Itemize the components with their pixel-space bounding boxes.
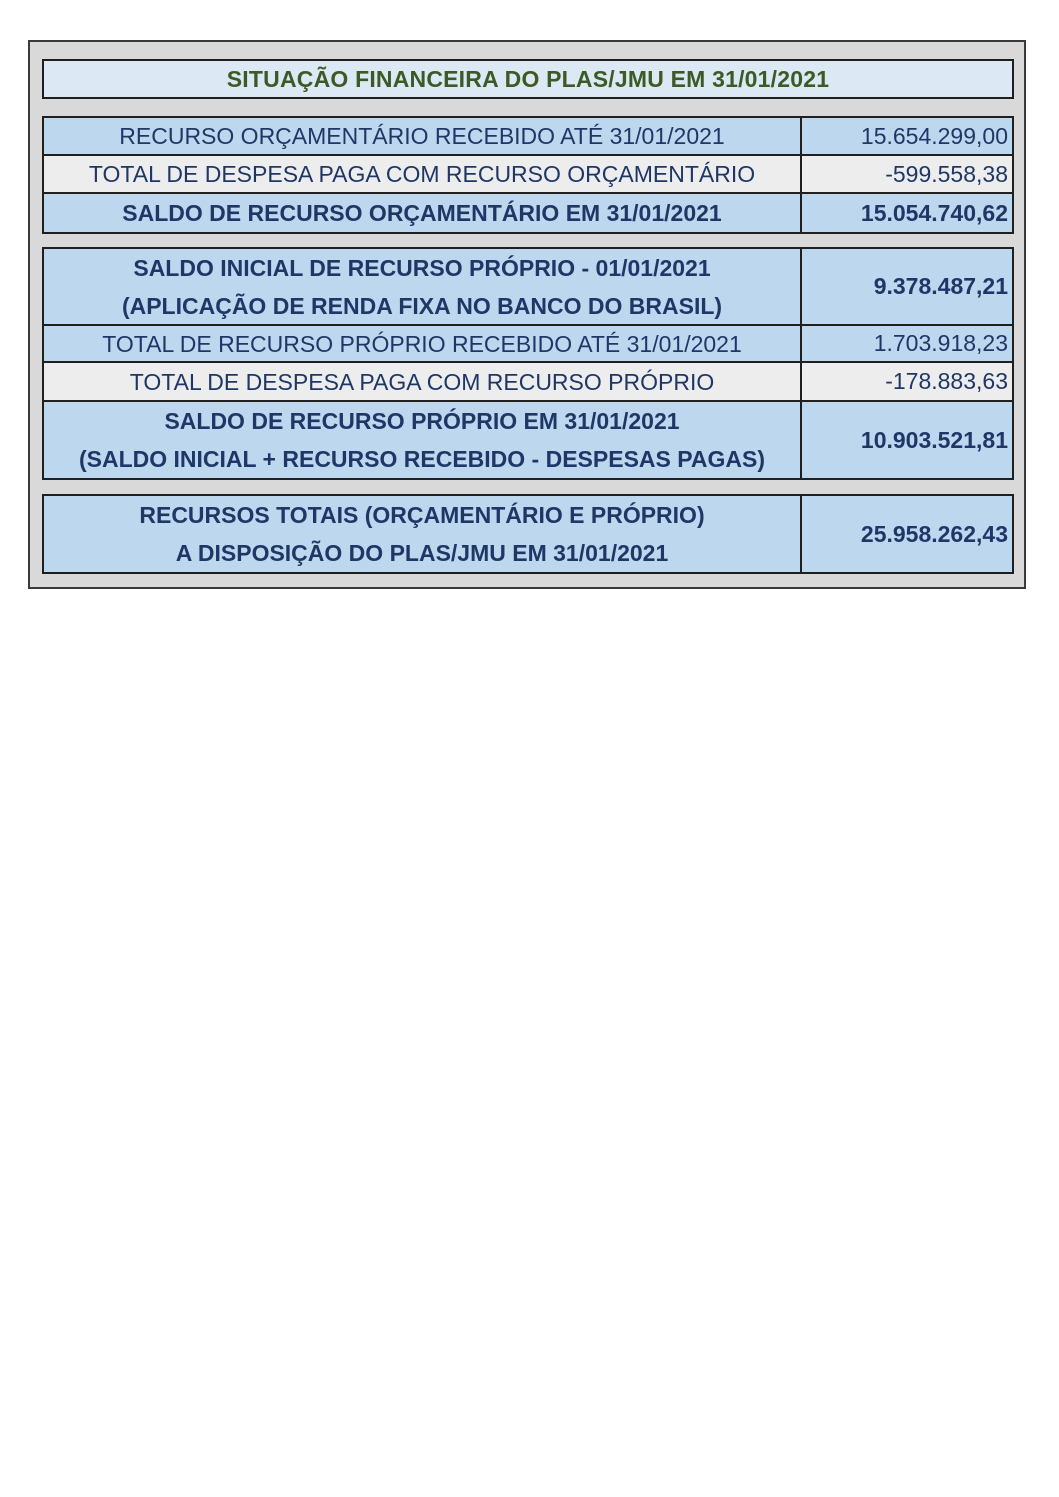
own-initial-balance-line2: (APLICAÇÃO DE RENDA FIXA NO BANCO DO BRASIL)	[121, 292, 723, 319]
own-balance-value: 10.903.521,81	[860, 426, 1008, 453]
table-row	[44, 249, 1012, 326]
own-initial-balance-value: 9.378.487,21	[873, 273, 1008, 299]
table-row	[44, 118, 1012, 156]
table-row	[44, 326, 1012, 363]
financial-summary-frame	[28, 40, 1026, 589]
total-resources-value: 25.958.262,43	[860, 520, 1008, 547]
budget-balance-label: SALDO DE RECURSO ORÇAMENTÁRIO EM 31/01/2021	[44, 194, 802, 232]
table-row	[44, 156, 1012, 194]
total-resources-table	[42, 494, 1014, 574]
budget-expense-label: TOTAL DE DESPESA PAGA COM RECURSO ORÇAMENTÁRIO	[44, 156, 802, 192]
budget-received-label: RECURSO ORÇAMENTÁRIO RECEBIDO ATÉ 31/01/2021	[44, 118, 802, 154]
table-row	[44, 496, 1012, 572]
own-expense-value: -178.883,63	[885, 368, 1008, 394]
own-expense-label: TOTAL DE DESPESA PAGA COM RECURSO PRÓPRIO	[44, 363, 802, 400]
own-resources-table	[42, 247, 1014, 480]
budget-resources-table	[42, 116, 1014, 234]
total-resources-label	[44, 496, 802, 572]
page-title: SITUAÇÃO FINANCEIRA DO PLAS/JMU EM 31/01/2021	[42, 59, 1014, 99]
own-balance-line1: SALDO DE RECURSO PRÓPRIO EM 31/01/2021	[164, 408, 680, 434]
own-initial-balance-label	[44, 249, 802, 324]
total-resources-line2: A DISPOSIÇÃO DO PLAS/JMU EM 31/01/2021	[175, 540, 669, 566]
own-received-value: 1.703.918,23	[873, 330, 1008, 356]
own-balance-line2: (SALDO INICIAL + RECURSO RECEBIDO - DESPESAS PAGAS)	[78, 446, 766, 472]
table-row	[44, 402, 1012, 478]
table-row	[44, 194, 1012, 232]
budget-expense-value: -599.558,38	[885, 160, 1008, 187]
own-received-label: TOTAL DE RECURSO PRÓPRIO RECEBIDO ATÉ 31/01/2021	[44, 326, 802, 361]
total-resources-line1: RECURSOS TOTAIS (ORÇAMENTÁRIO E PRÓPRIO)	[139, 502, 705, 528]
budget-balance-value: 15.054.740,62	[860, 199, 1008, 226]
table-row	[44, 363, 1012, 402]
budget-received-value: 15.654.299,00	[860, 122, 1008, 149]
own-initial-balance-line1: SALDO INICIAL DE RECURSO PRÓPRIO - 01/01/2021	[133, 254, 711, 281]
own-balance-label	[44, 402, 802, 478]
